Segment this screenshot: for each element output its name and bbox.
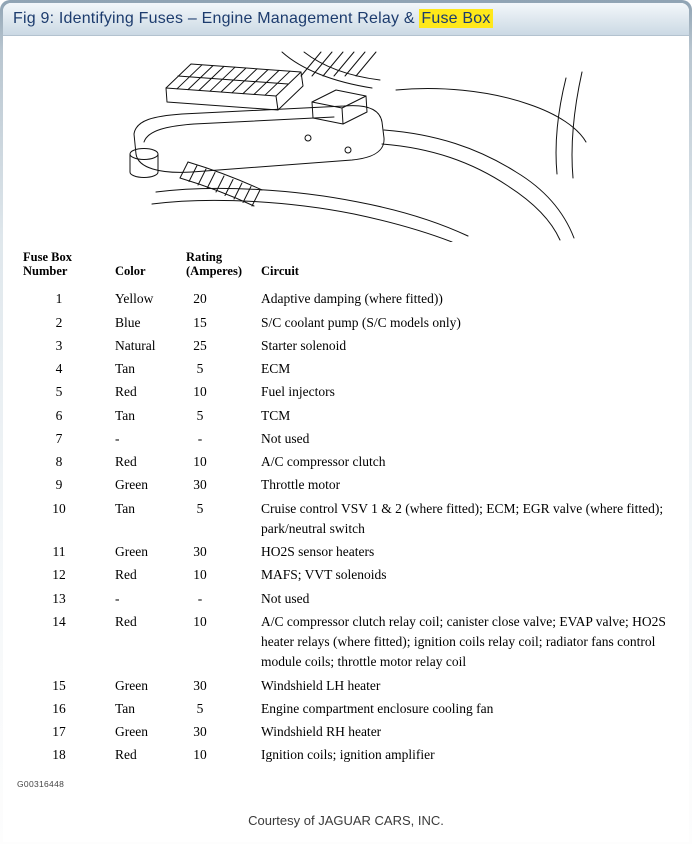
fuse-circuit: HO2S sensor heaters — [261, 544, 375, 559]
fuse-rating: 30 — [193, 724, 207, 739]
fuse-color: Red — [115, 384, 137, 400]
fuse-circuit: A/C compressor clutch relay coil; canister close valve; EVAP valve; HO2S heater relays (where fitted); ignition coils relay coil; radiator fans control module coils; throttle motor relay coil — [261, 613, 666, 670]
fuse-row — [23, 610, 675, 674]
fuse-color: Tan — [115, 700, 136, 716]
document-page — [3, 3, 689, 842]
fuse-number: 16 — [52, 700, 66, 716]
fuse-number: 3 — [55, 337, 63, 353]
fuse-color: Yellow — [115, 291, 154, 307]
fuse-circuit: ECM — [261, 361, 291, 376]
fuse-row — [23, 564, 675, 587]
fusebox-illustration — [3, 50, 689, 242]
fuse-row — [23, 311, 675, 334]
fuse-circuit: Engine compartment enclosure cooling fan — [261, 700, 494, 716]
header-rating-line2: (Amperes) — [186, 264, 242, 279]
fuse-number: 12 — [52, 567, 66, 583]
fuse-rating: 10 — [193, 747, 207, 763]
fuse-rating: 30 — [193, 477, 207, 493]
fuse-rating: 30 — [193, 544, 207, 559]
header-fuse-number — [23, 250, 95, 288]
fuse-row — [23, 334, 675, 357]
fuse-rating: 10 — [193, 454, 207, 469]
fuse-row — [23, 541, 675, 564]
fuse-number: 15 — [52, 677, 66, 693]
fuse-row — [23, 427, 675, 450]
fuse-table-header-row — [23, 250, 675, 288]
fuse-table — [23, 250, 675, 767]
fuse-row — [23, 451, 675, 474]
fuse-rating: 10 — [193, 613, 207, 629]
fuse-color: Blue — [115, 314, 141, 330]
fuse-row — [23, 721, 675, 744]
fuse-number: 18 — [52, 747, 66, 763]
fuse-number: 10 — [52, 500, 66, 516]
cowl-lines — [282, 52, 380, 88]
fuse-color: Red — [115, 747, 137, 763]
fuse-circuit: Adaptive damping (where fitted)) — [261, 291, 443, 307]
fuse-number: 14 — [52, 613, 66, 629]
header-circuit: Circuit — [261, 264, 299, 279]
fuse-circuit: Throttle motor — [261, 477, 341, 493]
fuse-rating: - — [197, 430, 203, 446]
search-highlight: Fuse Box — [421, 10, 491, 27]
fuse-circuit: S/C coolant pump (S/C models only) — [261, 314, 461, 330]
fuse-number: 6 — [55, 407, 63, 423]
fuse-row — [23, 358, 675, 381]
fuse-number: 9 — [55, 477, 63, 493]
fuse-circuit: Windshield RH heater — [261, 724, 382, 739]
fuse-row — [23, 744, 675, 767]
fusebox-illustration-svg — [96, 50, 596, 242]
fuse-number: 7 — [55, 430, 63, 446]
fuse-color: Red — [115, 454, 137, 469]
fuse-rating: 5 — [196, 407, 204, 423]
fuse-color: Green — [115, 724, 148, 739]
fuse-rating: 15 — [193, 314, 207, 330]
fuse-rating: 25 — [193, 337, 207, 353]
fuse-color: Red — [115, 567, 137, 583]
header-fuse-number-line2: Number — [23, 264, 68, 279]
fuse-color: Green — [115, 677, 148, 693]
fuse-row — [23, 587, 675, 610]
header-rating — [167, 250, 261, 288]
fuse-rating: 10 — [193, 384, 207, 400]
fuse-color: Natural — [115, 337, 156, 353]
fuse-rating: 5 — [196, 500, 204, 516]
fuse-circuit: Ignition coils; ignition amplifier — [261, 747, 435, 763]
fuse-row — [23, 381, 675, 404]
figure-id: G00316448 — [17, 779, 65, 789]
cap-cylinder — [130, 149, 158, 178]
fuse-circuit: Not used — [261, 430, 310, 446]
fuse-number: 4 — [55, 361, 63, 376]
fuse-number: 13 — [52, 590, 66, 606]
fuse-number: 11 — [52, 544, 66, 559]
fuse-row — [23, 674, 675, 697]
hood-hatch-lines — [301, 52, 376, 76]
fuse-color: Tan — [115, 361, 136, 376]
fuse-circuit: Starter solenoid — [261, 337, 347, 353]
fuse-number: 5 — [55, 384, 63, 400]
corrugated-hose — [180, 162, 262, 206]
fuse-color: Tan — [115, 500, 136, 516]
fuse-color: - — [115, 590, 120, 606]
mounting-bracket — [134, 106, 384, 173]
header-rating-line1: Rating — [186, 250, 223, 264]
fuse-circuit: MAFS; VVT solenoids — [261, 567, 387, 583]
fuse-row — [23, 697, 675, 720]
fuse-color: - — [115, 430, 120, 446]
fuse-rating: 10 — [193, 567, 207, 583]
fuse-circuit: Fuel injectors — [261, 384, 335, 400]
fuse-table-body — [23, 288, 675, 767]
figure-title — [13, 10, 493, 28]
fuse-color: Red — [115, 613, 137, 629]
fuse-number: 1 — [55, 291, 63, 307]
fuse-color: Green — [115, 544, 148, 559]
fuse-number: 17 — [52, 724, 66, 739]
fuse-number: 8 — [55, 454, 63, 469]
figure-title-bar — [3, 3, 689, 36]
fuse-rating: 5 — [196, 361, 204, 376]
header-color: Color — [115, 264, 146, 279]
fuse-row — [23, 288, 675, 311]
fuse-row — [23, 497, 675, 541]
fuse-rating: 20 — [193, 291, 207, 307]
fuse-circuit: A/C compressor clutch — [261, 454, 386, 469]
fuse-circuit: Not used — [261, 590, 310, 606]
fuse-box-drawing — [166, 64, 303, 110]
fuse-rating: - — [197, 590, 203, 606]
header-fuse-number-line1: Fuse Box — [23, 250, 72, 264]
fuse-row — [23, 474, 675, 497]
fuse-circuit: Cruise control VSV 1 & 2 (where fitted); ECM; EGR valve (where fitted); park/neutral switch — [261, 500, 664, 536]
fuse-circuit: Windshield LH heater — [261, 677, 381, 693]
courtesy-line: Courtesy of JAGUAR CARS, INC. — [248, 813, 444, 828]
fuse-rating: 5 — [196, 700, 204, 716]
fuse-color: Tan — [115, 407, 136, 423]
fuse-number: 2 — [55, 314, 63, 330]
figure-title-text: Fig 9: Identifying Fuses – Engine Management Relay & — [13, 10, 420, 27]
fuse-rating: 30 — [193, 677, 207, 693]
fuse-color: Green — [115, 477, 148, 493]
fuse-row — [23, 404, 675, 427]
fuse-circuit: TCM — [261, 407, 291, 423]
